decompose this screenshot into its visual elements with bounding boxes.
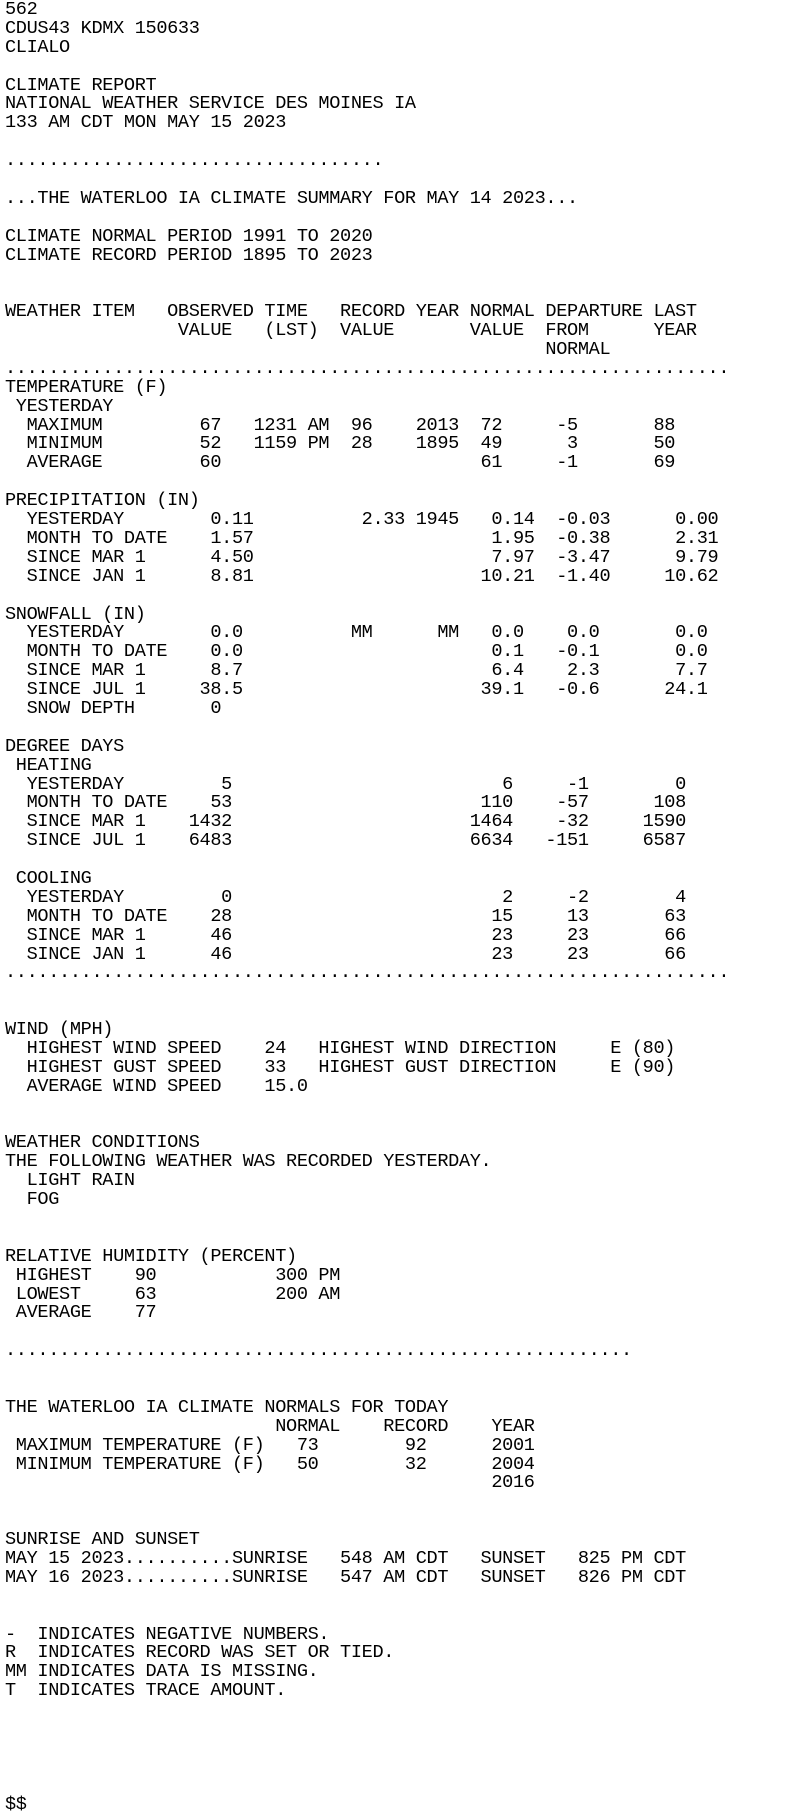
report-line: SNOW DEPTH 0: [5, 697, 222, 719]
report-line: CLIMATE NORMAL PERIOD 1991 TO 2020: [5, 225, 373, 247]
report-line: AVERAGE 77: [5, 1302, 157, 1324]
report-line: [5, 1777, 810, 1796]
report-line: AVERAGE 60 61 -1 69: [5, 452, 676, 474]
report-line: - INDICATES NEGATIVE NUMBERS.: [5, 1623, 330, 1645]
report-line: SINCE JAN 1 46 23 23 66: [5, 943, 686, 965]
report-line: [5, 265, 810, 284]
report-line: LOWEST 63 200 AM: [5, 1283, 341, 1305]
report-line: [5, 1720, 810, 1739]
report-line: [5, 1210, 810, 1229]
report-line: [5, 1701, 810, 1720]
report-line: [5, 58, 810, 77]
report-line: MONTH TO DATE 0.0 0.1 -0.1 0.0: [5, 641, 708, 663]
report-line: RELATIVE HUMIDITY (PERCENT): [5, 1245, 297, 1267]
report-line: [5, 1361, 810, 1380]
report-line: VALUE (LST) VALUE VALUE FROM YEAR: [5, 320, 697, 342]
report-line: MAXIMUM 67 1231 AM 96 2013 72 -5 88: [5, 414, 676, 436]
report-line: CLIMATE RECORD PERIOD 1895 TO 2023: [5, 244, 373, 266]
report-line: ...................................................................: [5, 357, 730, 379]
report-line: [5, 587, 810, 606]
report-line: YESTERDAY: [5, 395, 114, 417]
report-line: SINCE MAR 1 1432 1464 -32 1590: [5, 811, 686, 833]
report-line: [5, 1097, 810, 1116]
report-line: ...THE WATERLOO IA CLIMATE SUMMARY FOR MAY 14 2023...: [5, 187, 578, 209]
report-line: TEMPERATURE (F): [5, 376, 168, 398]
report-line: YESTERDAY 0 2 -2 4: [5, 886, 686, 908]
report-line: 562: [5, 0, 38, 20]
report-line: AVERAGE WIND SPEED 15.0: [5, 1075, 308, 1097]
report-line: CLIALO: [5, 36, 70, 58]
report-line: HEATING: [5, 754, 92, 776]
report-line: SINCE MAR 1 4.50 7.97 -3.47 9.79: [5, 546, 719, 568]
report-line: THE FOLLOWING WEATHER WAS RECORDED YESTERDAY.: [5, 1151, 492, 1173]
report-line: PRECIPITATION (IN): [5, 490, 200, 512]
report-line: NORMAL: [5, 339, 611, 361]
report-line: R INDICATES RECORD WAS SET OR TIED.: [5, 1642, 395, 1664]
report-line: MAY 15 2023..........SUNRISE 548 AM CDT SUNSET 825 PM CDT: [5, 1548, 686, 1570]
report-line: CDUS43 KDMX 150633: [5, 17, 200, 39]
report-line: [5, 1758, 810, 1777]
report-line: [5, 1739, 810, 1758]
report-line: MINIMUM TEMPERATURE (F) 50 32 2004: [5, 1453, 535, 1475]
report-line: SNOWFALL (IN): [5, 603, 146, 625]
report-line: [5, 209, 810, 228]
report-line: MONTH TO DATE 28 15 13 63: [5, 905, 686, 927]
report-line: SINCE MAR 1 8.7 6.4 2.3 7.7: [5, 660, 708, 682]
report-line: SINCE JAN 1 8.81 10.21 -1.40 10.62: [5, 565, 719, 587]
report-line: HIGHEST GUST SPEED 33 HIGHEST GUST DIRECTION E (90): [5, 1056, 676, 1078]
report-line: NATIONAL WEATHER SERVICE DES MOINES IA: [5, 93, 416, 115]
report-line: LIGHT RAIN: [5, 1170, 135, 1192]
report-line: MONTH TO DATE 53 110 -57 108: [5, 792, 686, 814]
report-line: ...................................................................: [5, 962, 730, 984]
report-line: DEGREE DAYS: [5, 735, 124, 757]
report-line: [5, 851, 810, 870]
report-line: CLIMATE REPORT: [5, 74, 157, 96]
report-line: NORMAL RECORD YEAR: [5, 1415, 535, 1437]
report-line: COOLING: [5, 867, 92, 889]
report-line: MAY 16 2023..........SUNRISE 547 AM CDT SUNSET 826 PM CDT: [5, 1566, 686, 1588]
report-line: [5, 719, 810, 738]
report-line: MM INDICATES DATA IS MISSING.: [5, 1661, 319, 1683]
report-line: YESTERDAY 0.0 MM MM 0.0 0.0 0.0: [5, 622, 708, 644]
report-line: 133 AM CDT MON MAY 15 2023: [5, 112, 287, 134]
report-line: SINCE JUL 1 6483 6634 -151 6587: [5, 830, 686, 852]
report-line: 2016: [5, 1472, 535, 1494]
report-line: [5, 1493, 810, 1512]
report-line: [5, 983, 810, 1002]
report-line: MONTH TO DATE 1.57 1.95 -0.38 2.31: [5, 527, 719, 549]
report-line: SINCE JUL 1 38.5 39.1 -0.6 24.1: [5, 679, 708, 701]
report-line: WIND (MPH): [5, 1019, 114, 1041]
report-line: THE WATERLOO IA CLIMATE NORMALS FOR TODAY: [5, 1396, 449, 1418]
report-line: [5, 1002, 810, 1021]
report-line: [5, 1588, 810, 1607]
report-line: T INDICATES TRACE AMOUNT.: [5, 1680, 287, 1702]
report-line: [5, 1229, 810, 1248]
report-line: MAXIMUM TEMPERATURE (F) 73 92 2001: [5, 1434, 535, 1456]
report-line: ...................................: [5, 150, 384, 172]
report-line: YESTERDAY 0.11 2.33 1945 0.14 -0.03 0.00: [5, 509, 719, 531]
report-line: SINCE MAR 1 46 23 23 66: [5, 924, 686, 946]
report-line: $$: [5, 1793, 27, 1815]
report-line: WEATHER ITEM OBSERVED TIME RECORD YEAR NORMAL DEPARTURE LAST: [5, 301, 697, 323]
report-line: [5, 1607, 810, 1626]
report-line: ..........................................................: [5, 1340, 632, 1362]
report-line: HIGHEST WIND SPEED 24 HIGHEST WIND DIRECTION E (80): [5, 1037, 676, 1059]
report-line: HIGHEST 90 300 PM: [5, 1264, 341, 1286]
report-line: WEATHER CONDITIONS: [5, 1132, 200, 1154]
report-line: YESTERDAY 5 6 -1 0: [5, 773, 686, 795]
report-line: FOG: [5, 1189, 60, 1211]
report-line: SUNRISE AND SUNSET: [5, 1529, 200, 1551]
report-line: MINIMUM 52 1159 PM 28 1895 49 3 50: [5, 433, 676, 455]
